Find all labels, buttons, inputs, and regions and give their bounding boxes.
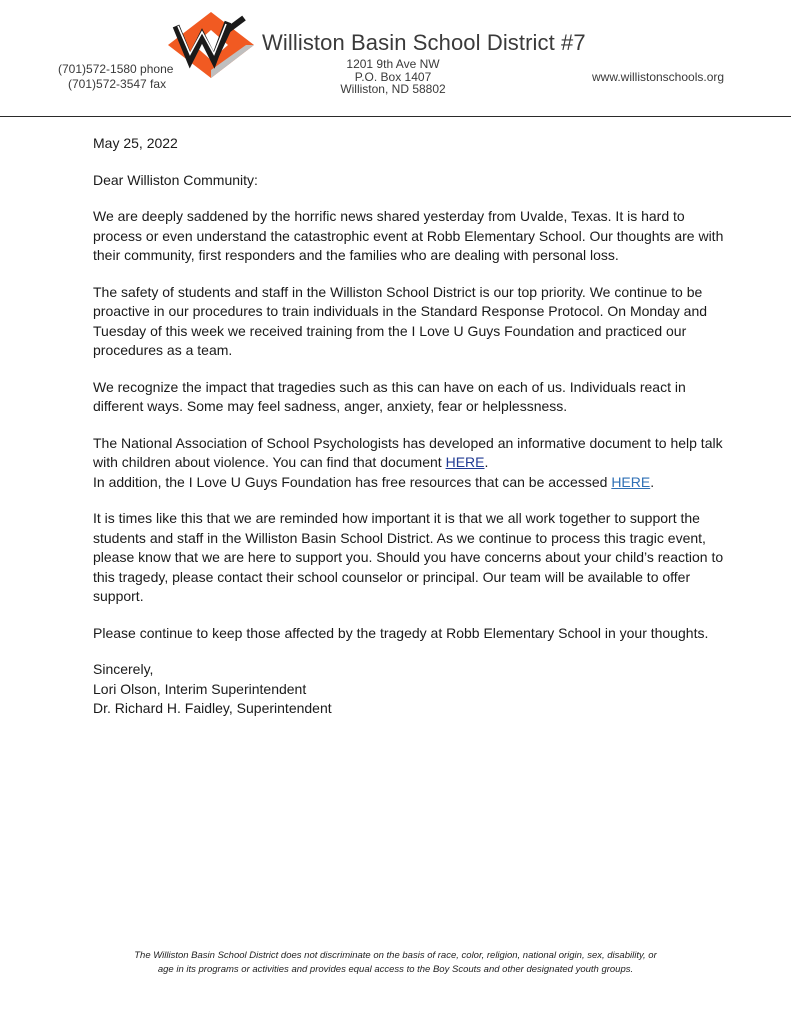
signer-superintendent: Dr. Richard H. Faidley, Superintendent: [93, 700, 332, 716]
address-line-2: P.O. Box 1407: [354, 69, 432, 84]
paragraph-impact: We recognize the impact that tragedies such as this can have on each of us. Individuals react in different ways. Some may feel sadness, anger, anxiety, fear or helplessness.: [93, 378, 686, 414]
paragraph-resources: [93, 434, 733, 493]
nondiscrimination-notice: [60, 949, 731, 977]
address-line-3: Williston, ND 58802: [340, 82, 446, 96]
salutation: Dear Williston Community:: [93, 171, 258, 188]
address-line-1: 1201 9th Ave NW: [346, 57, 440, 71]
district-logo-icon: [168, 12, 254, 78]
letter-date: May 25, 2022: [93, 135, 178, 151]
header-divider: [0, 116, 791, 117]
phone-number: (701)572-1580 phone: [58, 62, 174, 76]
signer-interim-superintendent: Lori Olson, Interim Superintendent: [93, 680, 307, 697]
paragraph-closing-thoughts: Please continue to keep those affected by the tragedy at Robb Elementary School in your thoughts.: [93, 624, 709, 641]
paragraph-safety: The safety of students and staff in the Williston School District is our top priority. We continue to be proactive in our procedures to train individuals in the Standard Response Protocol. On Monday and Tuesday of this week we received training from the I Love U Guys Foundation and practiced our procedures as a team.: [93, 283, 708, 358]
iloveuguys-resources-link[interactable]: HERE: [611, 473, 651, 490]
mailing-address: [318, 58, 468, 96]
resources-text-1: The National Association of School Psychologists has developed an informative document to help talk with children about violence. You can find that document: [93, 434, 723, 470]
district-name: Williston Basin School District #7: [262, 30, 586, 55]
closing: Sincerely,: [93, 661, 154, 677]
paragraph-condolence: We are deeply saddened by the horrific news shared yesterday from Uvalde, Texas. It is hard to process or even understand the catastrophic event at Robb Elementary School. Our thoughts are with their community, first responders and the families who are dealing with personal loss.: [93, 208, 724, 263]
fax-number: (701)572-3547 fax: [68, 77, 167, 91]
notice-line-1: The Williston Basin School District does not discriminate on the basis of race, color, religion, national origin, sex, disability, or: [134, 950, 657, 961]
nasp-document-link[interactable]: HERE: [445, 454, 485, 470]
website: www.willistonschools.org: [592, 70, 725, 84]
resources-period-2: .: [650, 473, 655, 490]
resources-text-2: In addition, the I Love U Guys Foundation has free resources that can be accessed: [93, 473, 612, 490]
letterhead: [0, 0, 791, 118]
letter-body: [93, 134, 733, 719]
paragraph-support: It is times like this that we are reminded how important it is that we all work together to support the students and staff in the Williston Basin School District. As we continue to process this tragic event, please know that we are here to support you. Should you have concerns about your child’s reaction to this tragedy, please contact their school counselor or principal. Our team will be available to offer support.: [93, 510, 724, 604]
signature-block: [93, 660, 733, 719]
notice-line-2: age in its programs or activities and provides equal access to the Boy Scouts and other designated youth groups.: [157, 964, 634, 975]
resources-period-1: .: [484, 454, 489, 470]
contact-numbers: [58, 62, 173, 92]
